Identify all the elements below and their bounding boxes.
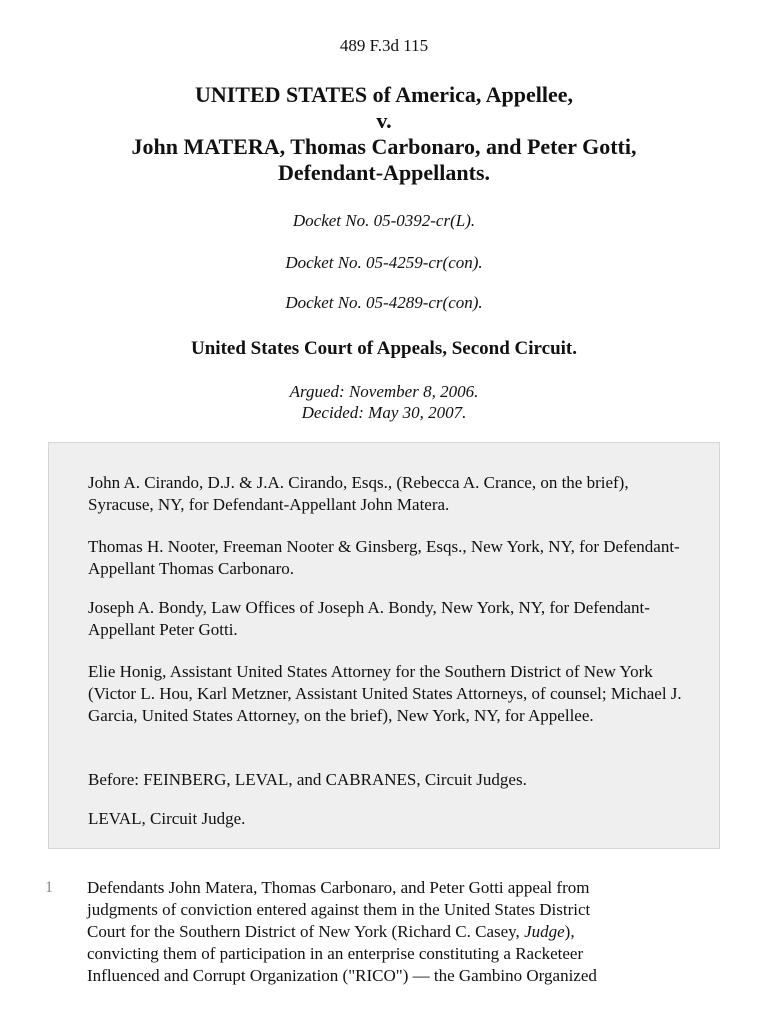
- opinion-line: judgments of conviction entered against them in the United States District: [87, 900, 591, 919]
- opinion-line: Influenced and Corrupt Organization ("RICO") — the Gambino Organized: [87, 966, 597, 985]
- opinion-text-segment: Court for the Southern District of New York (Richard C. Casey,: [87, 922, 525, 941]
- counsel-carbonaro: Thomas H. Nooter, Freeman Nooter & Ginsberg, Esqs., New York, NY, for Defendant-Appellant Thomas Carbonaro.: [88, 537, 680, 578]
- court-name: United States Court of Appeals, Second Circuit.: [191, 338, 577, 359]
- counsel-box: [48, 442, 720, 849]
- counsel-gotti: Joseph A. Bondy, Law Offices of Joseph A. Bondy, New York, NY, for Defendant-Appellant Peter Gotti.: [88, 598, 650, 639]
- counsel-appellee: Elie Honig, Assistant United States Attorney for the Southern District of New York (Victor L. Hou, Karl Metzner, Assistant United States Attorneys, of counsel; Michael J. Garcia, United States Attorney, on the brief), New York, NY, for Appellee.: [88, 662, 682, 725]
- opinion-line: convicting them of participation in an enterprise constituting a Racketeer: [87, 944, 584, 963]
- docket-number-3: Docket No. 05-4289-cr(con).: [285, 293, 483, 312]
- docket-number-2: Docket No. 05-4259-cr(con).: [285, 253, 483, 272]
- opinion-author: LEVAL, Circuit Judge.: [88, 809, 246, 828]
- paragraph-number: 1: [45, 879, 53, 896]
- decision-dates: [0, 381, 768, 423]
- counsel-matera: John A. Cirando, D.J. & J.A. Cirando, Esqs., (Rebecca A. Crance, on the brief), Syracuse, NY, for Defendant-Appellant John Matera.: [88, 473, 629, 514]
- decided-date: Decided: May 30, 2007.: [301, 403, 467, 422]
- opinion-line: Defendants John Matera, Thomas Carbonaro, and Peter Gotti appeal from: [87, 878, 590, 897]
- judge-title: Judge: [524, 922, 565, 941]
- opinion-line: [87, 921, 693, 943]
- caption-versus: v.: [376, 108, 392, 133]
- caption-appellee: UNITED STATES of America, Appellee,: [194, 82, 574, 107]
- argued-date: Argued: November 8, 2006.: [289, 382, 479, 401]
- opinion-paragraph: [87, 877, 693, 987]
- caption-defendants: John MATERA, Thomas Carbonaro, and Peter Gotti,: [131, 134, 637, 159]
- opinion-text-segment: ),: [564, 922, 575, 941]
- docket-number-1: Docket No. 05-0392-cr(L).: [292, 211, 476, 230]
- panel-judges: Before: FEINBERG, LEVAL, and CABRANES, Circuit Judges.: [88, 770, 527, 789]
- case-caption: [0, 82, 768, 186]
- caption-defendants-role: Defendant-Appellants.: [277, 160, 491, 185]
- citation: 489 F.3d 115: [339, 36, 429, 55]
